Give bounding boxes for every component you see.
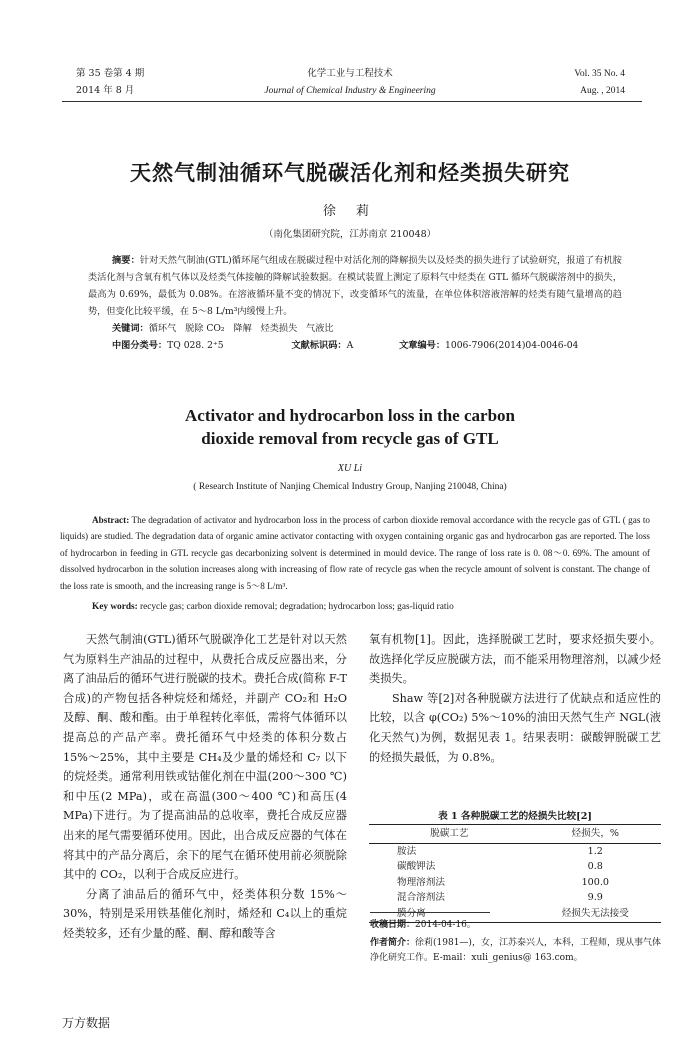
body-right-paragraph-1: 氧有机物[1]。因此，选择脱碳工艺时，要求烃损失要小。故选择化学反应脱碳方法，而不能采用物理溶剂，以减少烃类损失。 — [369, 633, 661, 686]
title-en-line2: dioxide removal from recycle gas of GTL — [201, 429, 499, 448]
table-row — [369, 843, 661, 859]
header-volume-en: Vol. 35 No. 4 — [574, 69, 625, 79]
affiliation-en: ( Research Institute of Nanjing Chemical Industry Group, Nanjing 210048, China) — [193, 482, 507, 492]
header-rule — [62, 101, 642, 102]
footnote-rule — [370, 912, 490, 913]
abstract-en — [60, 512, 650, 594]
clc-number: TQ 028. 2⁺5 — [167, 340, 224, 351]
title-cn: 天然气制油循环气脱碳活化剂和烃类损失研究 — [130, 161, 570, 185]
table-cell-loss: 100.0 — [581, 876, 610, 888]
bio-label: 作者简介： — [370, 938, 416, 948]
doc-code-label: 文献标识码： — [291, 340, 347, 351]
header-date-en: Aug. , 2014 — [580, 86, 625, 96]
table-cell-loss: 1.2 — [587, 845, 603, 857]
abstract-cn-label: 摘要： — [112, 255, 140, 266]
article-number: 1006-7906(2014)04-0046-04 — [445, 340, 579, 351]
abstract-en-text: The degradation of activator and hydrocarbon loss in the process of carbon dioxide removal accordance with the recycle gas of GTL ( gas to liquids) are studied. The degradation data of organic amine activator contacting with oxygen containing organic gas and hydrocarbon gas are reported. The loss of hydrocarbon in feeding in GTL recycle gas decarbonizing solvent is determined in mould device. The range of loss rate is 0. 08～0. 69%. The amount of dissolved hydrocarbon in the solution increases along with increasing of flow rate of recycle gas when the recycle amount of solvent is constant. The change of the loss rate is smooth, and the increasing range is 5～8 L/m³. — [60, 515, 650, 591]
footnote-received — [370, 918, 662, 933]
body-right-column — [369, 630, 661, 767]
table-cell-process: 碳酸钾法 — [397, 861, 436, 873]
table-hydrocarbon-loss — [369, 824, 661, 923]
author-en: XU Li — [337, 463, 363, 474]
received-label: 收稿日期： — [370, 920, 416, 930]
table-cell-process: 胺法 — [397, 845, 417, 857]
abstract-cn-text: 针对天然气制油(GTL)循环尾气组成在脱碳过程中对活化剂的降解损失以及烃类的损失进行了试验研究，报道了有机胺类活化剂与含氧有机气体以及烃类气体接触的降解试验数据。在模试装置上测定了原料气中烃类在 GTL 循环气脱碳溶剂中的损失，最高为 0.69%，最低为 0.08%。在溶液循环量不变的情况下，改变循环气的流量，在单位体积溶液溶解的烃类有随气量增高的趋势，但变化比较平缓，在 5～8 L/m³内缓慢上升。 — [88, 255, 622, 317]
keywords-en-label: Key words: — [92, 602, 138, 612]
table-cell-process: 膜分离 — [369, 906, 530, 922]
affiliation-cn: （南化集团研究院，江苏南京 210048） — [263, 229, 437, 240]
body-left-column — [63, 630, 347, 944]
abstract-cn — [88, 252, 622, 354]
table-header-loss: 烃损失，% — [530, 825, 661, 844]
doc-code: A — [346, 340, 354, 351]
table-title: 表 1 各种脱碳工艺的烃损失比较[2] — [438, 811, 592, 822]
body-left-paragraph-2: 分离了油品后的循环气中，烃类体积分数 15%～30%，特别是采用铁基催化剂时，烯烃和 C₄以上的重烷烃类较多，还有少量的醛、酮、醇和酸等含 — [63, 887, 347, 940]
watermark: 万方数据 — [62, 1016, 111, 1030]
table-cell-process: 物理溶剂法 — [397, 876, 445, 888]
clc-label: 中图分类号： — [112, 340, 168, 351]
keywords-en: recycle gas; carbon dioxide removal; degradation; hydrocarbon loss; gas-liquid ratio — [140, 602, 454, 612]
header-journal-en: Journal of Chemical Industry & Engineering — [264, 86, 436, 96]
author-cn: 徐 莉 — [322, 204, 378, 219]
table-row — [369, 890, 661, 906]
article-number-label: 文章编号： — [399, 340, 446, 351]
table-row — [369, 875, 661, 891]
keywords-cn-label: 关键词： — [112, 323, 149, 334]
received-date: 2014-04-16。 — [415, 920, 476, 930]
table-cell-loss: 烃损失无法接受 — [530, 906, 661, 922]
header-journal-cn: 化学工业与工程技术 — [307, 68, 393, 79]
keywords-cn: 循环气 脱除 CO₂ 降解 烃类损失 气液比 — [148, 323, 334, 334]
table-cell-loss: 0.8 — [587, 861, 603, 873]
abstract-en-label: Abstract: — [92, 515, 130, 525]
table-row — [369, 859, 661, 875]
table-header-process: 脱碳工艺 — [369, 825, 530, 844]
body-left-paragraph-1: 天然气制油(GTL)循环气脱碳净化工艺是针对以天然气为原料生产油品的过程中，从费托合成反应器出来，分离了油品后的循环气进行脱碳的技术。费托合成(简称 F-T 合成)的产物包括各种烷烃和烯烃，并副产 CO₂和 H₂O 及醇、酮、酸和酯。由于单程转化率低，需将气体循环以提高总的产品产率。费托循环气中烃类的体积分数占 15%～25%，其中主要是 CH₄及少量的烯烃和 C₇ 以下的烷烃类。通常利用铁或钴催化剂在中温(200～300 ℃)和中压(2 MPa)，或在高温(300～400 ℃)和高压(4 MPa)下进行。为了提高油品的总收率，费托合成反应器出来的尾气需要循环使用。因此，出合成反应器的气体在将其中的产品分离后，余下的尾气在循环使用前必须脱除其中的 CO₂，以利于合成反应进行。 — [63, 633, 347, 882]
title-en-line1: Activator and hydrocarbon loss in the carbon — [185, 406, 515, 425]
footnote-author-bio — [370, 936, 662, 966]
table-header-row — [369, 825, 661, 844]
keywords-en-block — [92, 602, 652, 612]
table-cell-process: 混合溶剂法 — [397, 892, 445, 904]
table-cell-loss: 9.9 — [587, 892, 603, 904]
header-date-cn: 2014 年 8 月 — [76, 85, 135, 96]
bio-text: 徐莉(1981—)，女，江苏泰兴人，本科，工程师，现从事气体净化研究工作。E-mail：xuli_genius@ 163.com。 — [370, 938, 661, 963]
header-volume-cn: 第 35 卷第 4 期 — [76, 68, 145, 79]
body-right-paragraph-2: Shaw 等[2]对各种脱碳方法进行了优缺点和适应性的比较，以含 φ(CO₂) 5%～10%的油田天然气生产 NGL(液化天然气)为例，数据见表 1。结果表明：碳酸钾脱碳工艺的烃损失最低，为 0.8%。 — [369, 691, 661, 764]
title-en — [0, 404, 700, 450]
